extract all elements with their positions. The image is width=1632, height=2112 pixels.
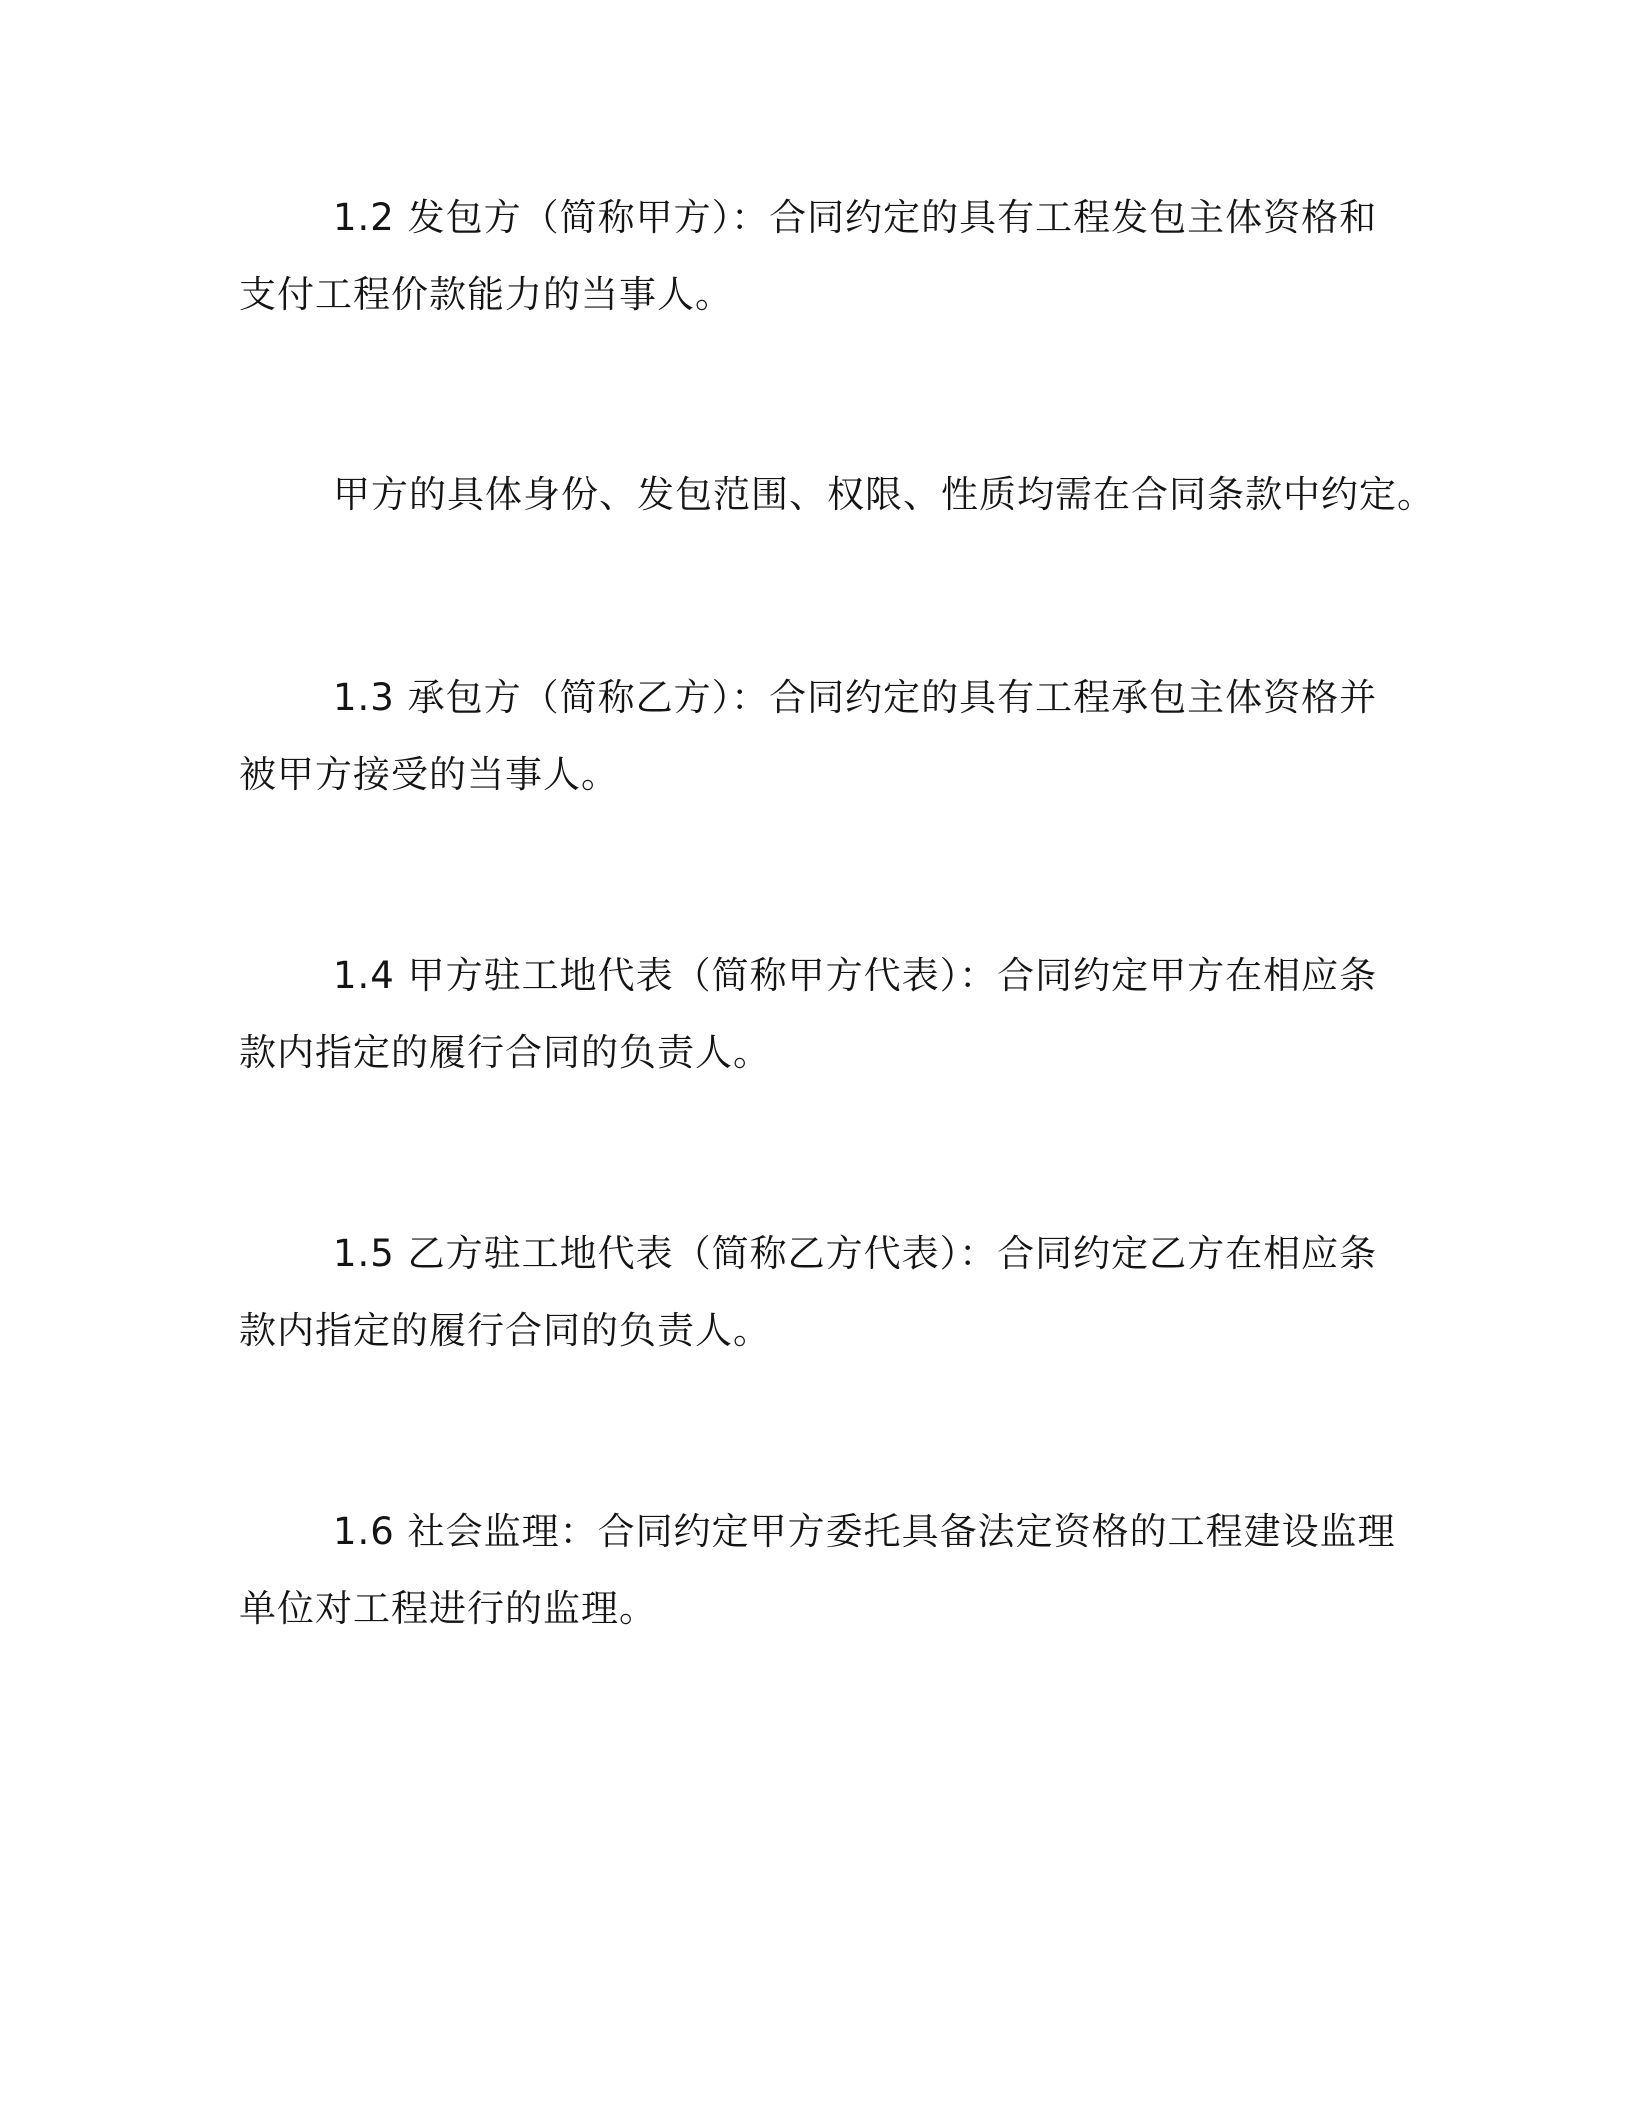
clause-1-3-line-1: 1.3 承包方（简称乙方）：合同约定的具有工程承包主体资格并: [333, 676, 1378, 719]
clause-1-4-line-1: 1.4 甲方驻工地代表（简称甲方代表）：合同约定甲方在相应条: [333, 954, 1378, 997]
clause-1-4-line-2: 款内指定的履行合同的负责人。: [239, 1031, 771, 1074]
clause-1-6-line-2: 单位对工程进行的监理。: [239, 1587, 657, 1630]
clause-1-5-line-1: 1.5 乙方驻工地代表（简称乙方代表）：合同约定乙方在相应条: [333, 1232, 1378, 1275]
clause-1-6-line-1: 1.6 社会监理：合同约定甲方委托具备法定资格的工程建设监理: [333, 1510, 1396, 1553]
clause-1-5-line-2: 款内指定的履行合同的负责人。: [239, 1309, 771, 1352]
clause-1-2-line-2: 支付工程价款能力的当事人。: [239, 273, 733, 316]
clause-1-2-line-1: 1.2 发包方（简称甲方）：合同约定的具有工程发包主体资格和: [333, 196, 1378, 239]
clause-note-line: 甲方的具体身份、发包范围、权限、性质均需在合同条款中约定。: [333, 473, 1435, 516]
clause-1-3-line-2: 被甲方接受的当事人。: [239, 753, 619, 796]
